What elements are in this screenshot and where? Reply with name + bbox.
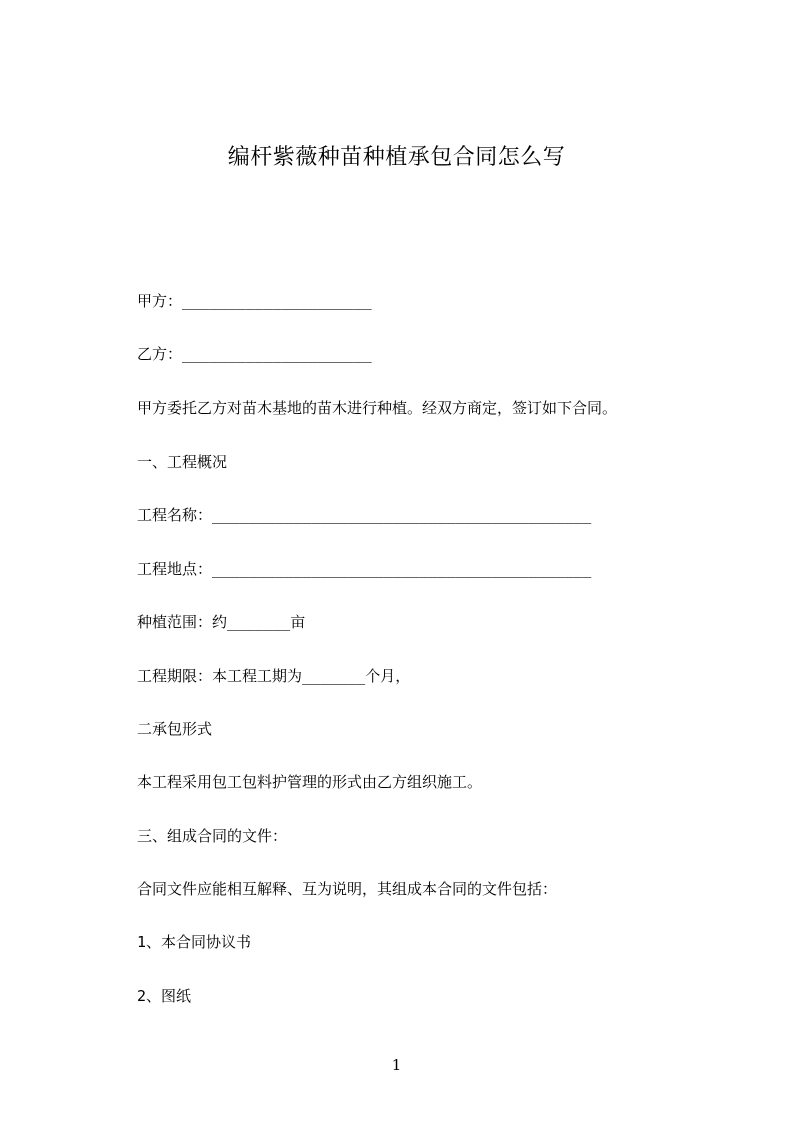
page-number: 1 xyxy=(391,1056,402,1074)
contract-documents-paragraph: 合同文件应能相互解释、互为说明，其组成本合同的文件包括： xyxy=(137,880,558,898)
contract-form-paragraph: 本工程采用包工包料护管理的形式由乙方组织施工。 xyxy=(137,773,483,791)
project-location-line: 工程地点：__________________________________________ xyxy=(137,560,592,578)
project-name-line: 工程名称：__________________________________________ xyxy=(137,506,592,524)
project-duration-line: 工程期限：本工程工期为_______个月， xyxy=(137,667,411,685)
section-heading-contract-documents: 三、组成合同的文件： xyxy=(137,827,288,845)
list-item-drawings: 2、图纸 xyxy=(137,987,192,1005)
party-b-line: 乙方：_____________________ xyxy=(137,345,372,363)
list-item-agreement: 1、本合同协议书 xyxy=(137,933,252,951)
planting-area-line: 种植范围：约_______亩 xyxy=(137,613,306,631)
section-heading-project-overview: 一、工程概况 xyxy=(137,453,228,471)
section-heading-contract-form: 二承包形式 xyxy=(137,720,213,738)
document-title: 编杆紫薇种苗种植承包合同怎么写 xyxy=(227,145,566,170)
intro-paragraph: 甲方委托乙方对苗木基地的苗木进行种植。经双方商定，签订如下合同。 xyxy=(137,399,618,417)
party-a-line: 甲方：_____________________ xyxy=(137,292,372,310)
